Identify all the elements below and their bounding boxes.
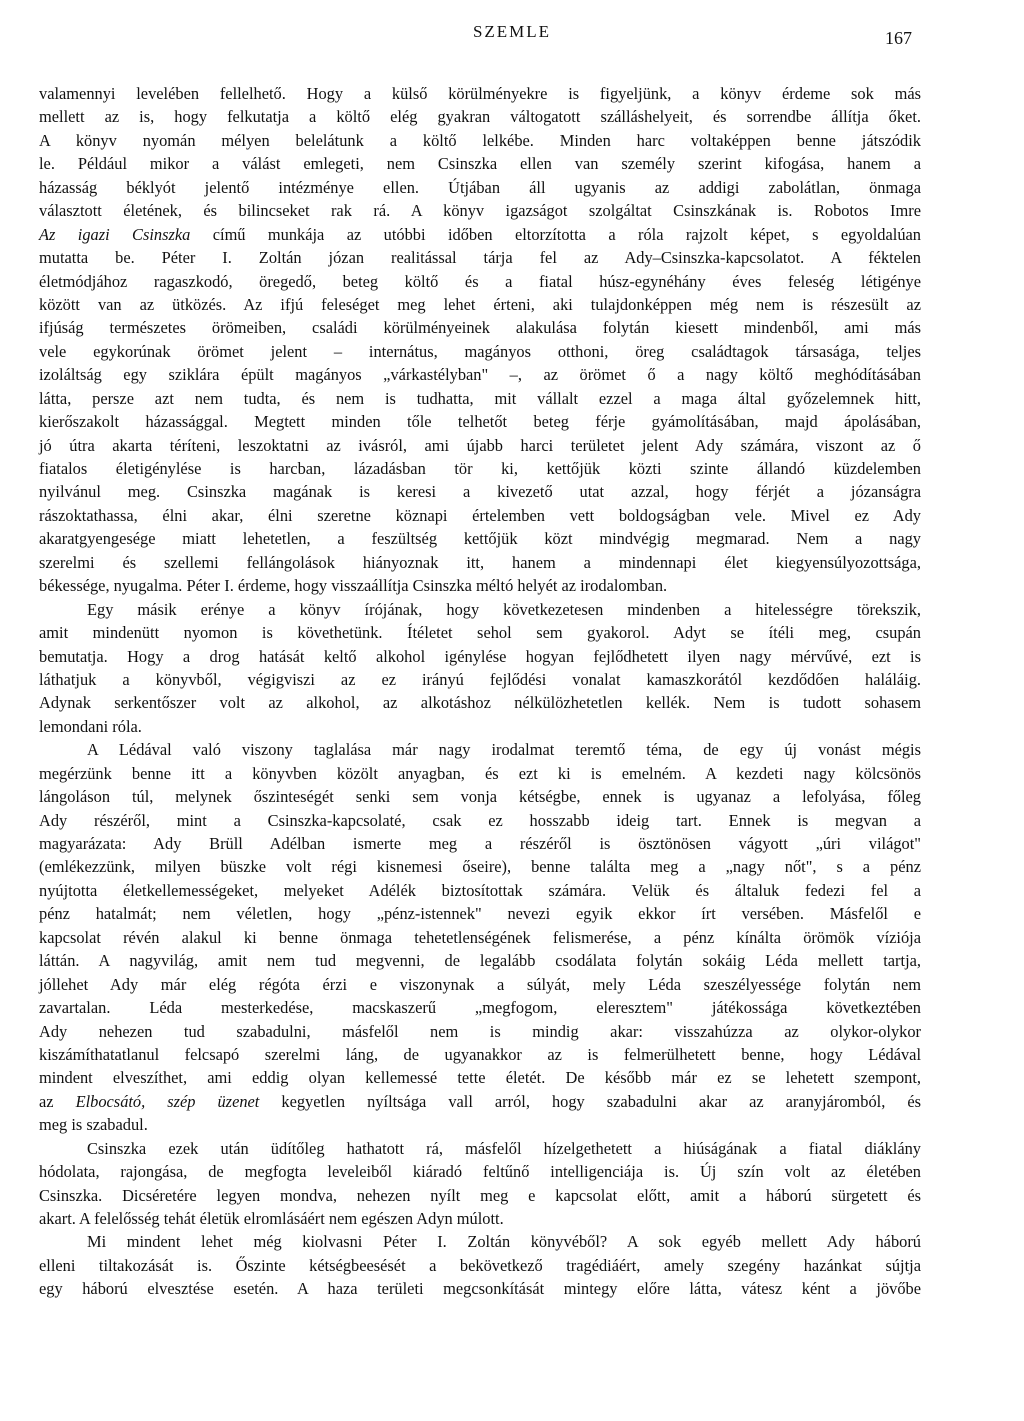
text-line xyxy=(39,855,921,878)
text-line xyxy=(39,1207,921,1230)
text-line xyxy=(39,152,921,175)
text-line xyxy=(39,832,921,855)
text-line xyxy=(39,645,921,668)
text-span: az xyxy=(39,1091,76,1111)
italic-title: Az igazi Csinszka xyxy=(39,224,191,244)
text-span: látta, persze azt nem tudta, és nem is tudhatta, mit vállalt ezzel a maga által győzelemnek hitt, xyxy=(39,388,921,408)
text-line xyxy=(39,691,921,714)
text-span: életmódjához ragaszkodó, öregedő, beteg költő és a fiatal húsz-egynéhány éves feleség létigénye xyxy=(39,271,921,291)
text-line xyxy=(39,738,921,761)
text-span: kapcsolat révén alakul ki benne önmaga tehetetlenségének felismerése, a pénz kínálta örömök víziója xyxy=(39,927,921,947)
text-line xyxy=(39,1160,921,1183)
text-line xyxy=(39,457,921,480)
text-span: házasság béklyót jelentő intézménye ellen. Útjában áll ugyanis az addigi zabolátlan, önmaga xyxy=(39,177,921,197)
text-line xyxy=(39,621,921,644)
text-line xyxy=(39,176,921,199)
page-header xyxy=(0,22,1024,52)
text-span: Egy másik erénye a könyv írójának, hogy következetesen mindenben a hitelességre törekszik, xyxy=(87,599,921,619)
text-span: mutatta be. Péter I. Zoltán józan realitással tárja fel az Ady–Csinszka-kapcsolatot. A féktelen xyxy=(39,248,921,268)
text-line xyxy=(39,949,921,972)
text-line xyxy=(39,996,921,1019)
text-span: szerelmi és szellemi fellángolások hiányoznak itt, hanem a mindennapi élet kiegyensúlyozottsága, xyxy=(39,552,921,572)
text-line xyxy=(39,293,921,316)
text-line xyxy=(39,316,921,339)
text-line xyxy=(39,1043,921,1066)
text-line xyxy=(39,199,921,222)
text-span: mellett az is, hogy felkutatja a költő elég gyakran váltogatott szálláshelyeit, és sorrendbe állítja őket. xyxy=(39,107,921,127)
text-span: megérzünk benne itt a könyvben közölt anyagban, és ezt ki is emelném. A kezdeti nagy kölcsönös xyxy=(39,763,921,783)
text-line xyxy=(39,1066,921,1089)
text-span: akaratgyengesége miatt lehetetlen, a feszültség kettőjük közt mindvégig megmarad. Nem a nagy xyxy=(39,529,921,549)
text-span: nyilvánul meg. Csinszka magának is keresi a kivezető utat azzal, hogy férjét a józanságra xyxy=(39,482,921,502)
text-span: hódolata, rajongása, de megfogta leveleiből kiáradó feltűnő intelligenciája is. Új szín volt az életében xyxy=(39,1162,921,1182)
text-span: jó útra akarta téríteni, leszoktatni az ivásról, ami újabb harci területet jelent Ady számára, viszont az ő xyxy=(39,435,921,455)
text-span: kegyetlen nyíltsága vall arról, hogy szabadulni akar az aranyjáromból, és xyxy=(259,1091,922,1111)
text-line xyxy=(39,1230,921,1253)
text-line xyxy=(39,668,921,691)
text-span: lemondani róla. xyxy=(39,716,142,736)
text-line xyxy=(39,340,921,363)
text-span: valamennyi levelében fellelhető. Hogy a külső körülményekre is figyeljünk, a könyv érdeme sok más xyxy=(39,84,921,103)
text-line xyxy=(39,246,921,269)
text-line xyxy=(39,809,921,832)
text-span: békessége, nyugalma. Péter I. érdeme, hogy visszaállítja Csinszka méltó helyét az irodalomban. xyxy=(39,576,668,596)
text-span: Ady részéről, mint a Csinszka-kapcsolaté, csak ez hosszabb ideig tart. Ennek is megvan a xyxy=(39,810,921,830)
text-line xyxy=(39,1277,921,1300)
text-line xyxy=(39,527,921,550)
text-line xyxy=(39,1090,921,1113)
text-span: Ady nehezen tud szabadulni, másfelől nem is mindig akar: visszahúzza az olykor-olykor xyxy=(39,1021,921,1041)
text-span: kierőszakolt házassággal. Megtett minden tőle telhetőt beteg férje gyámolításában, majd ápolásában, xyxy=(39,412,921,432)
text-span: között van az ütközés. Az ifjú feleséget meg lehet érteni, aki tulajdonképpen még nem is részesült az xyxy=(39,294,921,314)
text-line xyxy=(39,1113,921,1136)
text-span: zavartalan. Léda mesterkedése, macskaszerű „megfogom, eleresztem" játékossága következtében xyxy=(39,998,921,1018)
text-line xyxy=(39,598,921,621)
text-span: láthatjuk a könyvből, végigviszi az ez irányú fejlődési vonalat kamaszkorától kezdődően haláláig. xyxy=(39,669,921,689)
italic-title: Elbocsátó, szép üzenet xyxy=(75,1091,260,1111)
text-line xyxy=(39,926,921,949)
text-line xyxy=(39,363,921,386)
text-line xyxy=(39,387,921,410)
text-span: kiszámíthatatlanul felcsapó szerelmi láng, de ugyanakkor az is felmerülhetett benne, hogy Lédával xyxy=(39,1044,921,1064)
page-number: 167 xyxy=(885,28,912,48)
article-body xyxy=(39,82,921,1301)
text-span: vele egykorúnak örömet jelent – internátus, magányos otthoni, öreg családtagok társasága, teljes xyxy=(39,341,921,361)
text-span: akart. A felelősség tehát életük elromlásáért nem egészen Adyn múlott. xyxy=(39,1209,504,1228)
text-line xyxy=(39,879,921,902)
text-line xyxy=(39,1184,921,1207)
text-span: magyarázata: Ady Brüll Adélban ismerte meg a részéről is ösztönösen vágyott „úri világot" xyxy=(39,834,921,853)
text-line xyxy=(39,551,921,574)
text-line xyxy=(39,574,921,597)
text-span: A könyv nyomán mélyen belelátunk a költő lelkébe. Minden harc voltaképpen benne játszódik xyxy=(39,130,921,150)
text-line xyxy=(39,715,921,738)
text-line xyxy=(39,223,921,246)
text-span: elleni tiltakozását is. Őszinte kétségbeesését a bekövetkező tragédiáért, amely szegény hazánkat sújtja xyxy=(39,1255,921,1275)
text-span: Csinszka. Dicséretére legyen mondva, nehezen nyílt meg e kapcsolat előtt, amit a háború sürgetett és xyxy=(39,1185,921,1205)
text-line xyxy=(39,762,921,785)
text-line xyxy=(39,1020,921,1043)
text-span: izoláltság egy sziklára épült magányos „várkastélyban" –, az örömet ő a nagy költő meghódításában xyxy=(39,365,921,385)
text-span: bemutatja. Hogy a drog hatását keltő alkohol igénylése hogyan fejlődhetett ilyen nagy mérvűvé, ezt is xyxy=(39,646,921,666)
text-span: meg is szabadul. xyxy=(39,1115,148,1135)
text-line xyxy=(39,504,921,527)
text-span: ifjúság természetes örömeiben, családi körülményeinek alakulása folytán kiesett mindenből, ami más xyxy=(39,318,921,338)
text-span: választott életének, és bilincseket rak rá. A könyv igazságot szolgáltat Csinszkának is. Robotos Imre xyxy=(39,201,921,221)
text-span: című munkája az utóbbi időben eltorzította a róla rajzolt képet, s egyoldalúan xyxy=(190,224,921,244)
text-span: pénz hatalmát; nem véletlen, hogy „pénz-istennek" nevezi egyik ekkor írt versében. Másfelől e xyxy=(39,904,921,924)
text-line xyxy=(39,1137,921,1160)
text-line xyxy=(39,129,921,152)
text-span: rászoktathassa, élni akar, élni szeretne köznapi értelemben vett boldogságban vele. Mivel ez Ady xyxy=(39,505,921,525)
running-title: SZEMLE xyxy=(472,22,552,41)
text-line xyxy=(39,1254,921,1277)
text-span: lángoláson túl, melynek őszinteségét senki sem vonja kétségbe, ennek is ugyanaz a lefolyása, főleg xyxy=(39,787,921,807)
text-span: le. Például mikor a válást emlegeti, nem Csinszka ellen van személy szerint kifogása, hanem a xyxy=(39,154,921,174)
text-span: amit mindenütt nyomon is követhetünk. Ítéletet sehol sem gyakorol. Adyt se ítéli meg, csupán xyxy=(39,623,921,643)
text-line xyxy=(39,105,921,128)
text-span: jóllehet Ady már elég régóta érzi e viszonynak a súlyát, mely Léda szeszélyessége folytán nem xyxy=(39,974,921,994)
text-span: Csinszka ezek után üdítőleg hathatott rá, másfelől hízelgethetett a hiúságának a fiatal diáklány xyxy=(87,1138,921,1158)
text-line xyxy=(39,410,921,433)
text-span: Adynak serkentőszer volt az alkohol, az alkotáshoz nélkülözhetetlen kellék. Nem is tudott sohasem xyxy=(39,693,921,713)
text-span: (emlékezzünk, milyen büszke volt régi kisnemesi őseire), benne találta meg a „nagy nőt", s a pénz xyxy=(39,857,921,877)
text-line xyxy=(39,480,921,503)
text-line xyxy=(39,973,921,996)
text-line xyxy=(39,902,921,925)
text-span: A Lédával való viszony taglalása már nagy irodalmat teremtő téma, de egy új vonást mégis xyxy=(87,740,921,760)
text-span: láttán. A nagyvilág, amit nem tud megvenni, de legalább csodálata folytán sokáig Léda mellett tartja, xyxy=(39,951,921,971)
text-line xyxy=(39,82,921,105)
text-line xyxy=(39,270,921,293)
text-span: mindent elveszíthet, ami eddig olyan kellemessé tette életét. De később már ez se lehetett szempont, xyxy=(39,1068,921,1088)
text-span: fiatalos életigénylése is harcban, lázadásban tör ki, kettőjük közti szinte állandó küzdelemben xyxy=(39,459,921,478)
text-span: nyújtotta életkellemességeket, melyeket Adélék biztosítottak számára. Velük és általuk fedezi fel a xyxy=(39,880,921,900)
text-span: egy háború elvesztése esetén. A haza területi megcsonkítását mintegy előre látta, vátesz ként a jövőbe xyxy=(39,1279,921,1299)
text-line xyxy=(39,434,921,457)
text-line xyxy=(39,785,921,808)
text-span: Mi mindent lehet még kiolvasni Péter I. Zoltán könyvéből? A sok egyéb mellett Ady háború xyxy=(87,1232,921,1252)
